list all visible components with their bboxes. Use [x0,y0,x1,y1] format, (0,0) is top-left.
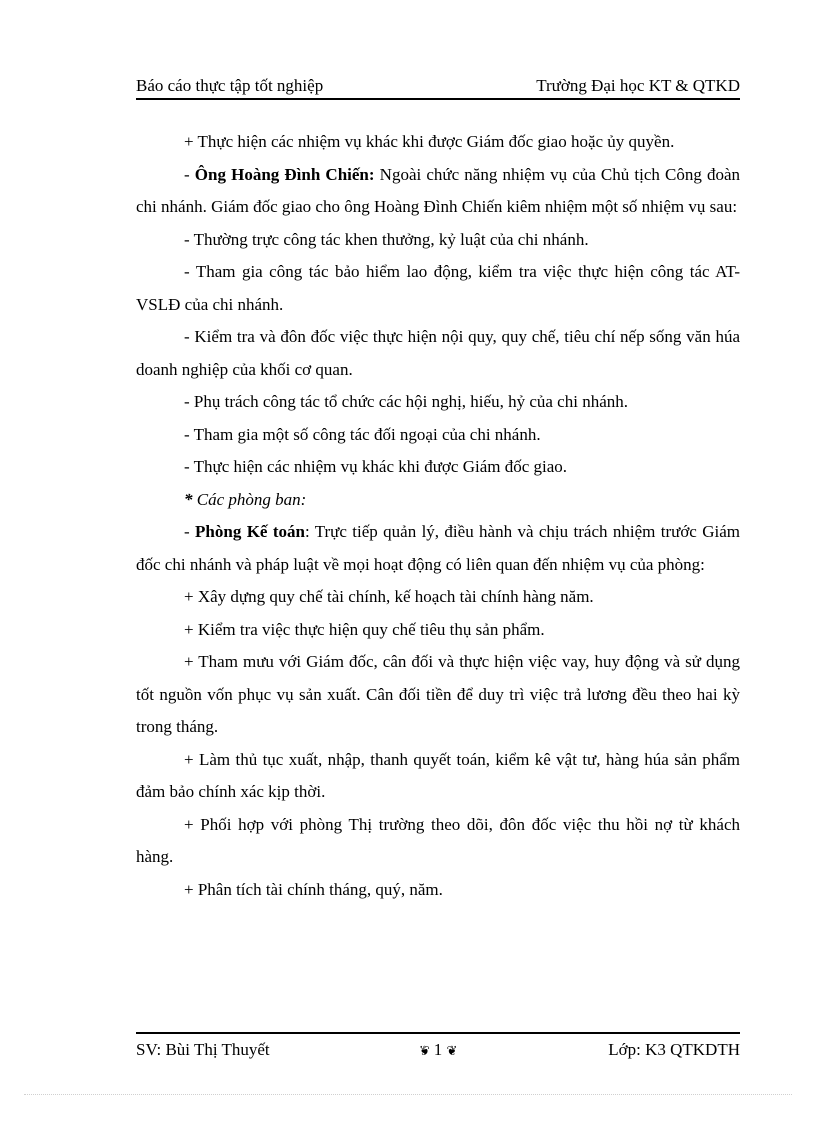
body-paragraph [136,874,740,907]
body-paragraph [136,581,740,614]
curl-ornament-icon: ❦ [418,1044,430,1059]
text-run: Ông Hoàng Đình Chiến: [194,164,375,184]
text-run: Các phòng ban: [196,489,307,509]
body-paragraph [136,224,740,257]
text-run: Phòng Kế toán [195,522,305,541]
text-run: + Tham mưu với Giám đốc, cân đối và thực hiện việc vay, huy động và sử dụng tốt nguồn vốn phục vụ sản xuất. Cân đối tiền để duy trì việc trả lương đều theo hai kỳ trong tháng. [136,652,740,736]
text-run: - Thực hiện các nhiệm vụ khác khi được Giám đốc giao. [184,457,568,476]
text-run: - Phụ trách công tác tổ chức các hội nghị, hiếu, hỷ của chi nhánh. [184,392,628,411]
body-paragraph [136,809,740,874]
text-run: * [184,489,197,509]
body-paragraph [136,386,740,419]
text-run: + Phối hợp với phòng Thị trường theo dõi, đôn đốc việc thu hồi nợ từ khách hàng. [136,814,740,866]
text-run: - [184,164,195,184]
text-run: + Thực hiện các nhiệm vụ khác khi được Giám đốc giao hoặc ủy quyền. [184,132,675,151]
text-run: + Phân tích tài chính tháng, quý, năm. [184,879,443,899]
text-run: - Tham gia một số công tác đối ngoại của chi nhánh. [184,424,541,444]
text-run: Ngoài chức năng nhiệm vụ của Chủ tịch Công đoàn chi nhánh. Giám đốc giao cho ông Hoàng Đình Chiến kiêm nhiệm một số nhiệm vụ sau: [136,164,740,216]
page-edge-divider [24,1094,792,1095]
body-paragraph [136,744,740,809]
page-header [136,76,740,100]
header-left-text: Báo cáo thực tập tốt nghiệp [136,76,324,95]
body-paragraph [136,646,740,744]
body-paragraph [136,516,740,581]
body-paragraph [136,159,740,224]
page-footer [136,1032,740,1064]
body-paragraph [136,126,740,159]
body-paragraph [136,419,740,452]
body-paragraph [136,321,740,386]
body-paragraph [136,484,740,517]
body-paragraph [136,451,740,484]
page-number-value: 1 [433,1040,443,1059]
document-body [136,126,740,906]
header-right-text: Trường Đại học KT & QTKD [536,76,740,95]
text-run: + Kiểm tra việc thực hiện quy chế tiêu thụ sản phẩm. [184,619,545,639]
text-run: + Làm thủ tục xuất, nhập, thanh quyết toán, kiểm kê vật tư, hàng húa sản phẩm đảm bảo chính xác kịp thời. [136,749,740,801]
text-run: - [184,522,196,541]
footer-class-name: Lớp: K3 QTKDTH [608,1040,740,1059]
text-run: - Thường trực công tác khen thưởng, kỷ luật của chi nhánh. [184,229,589,249]
footer-student-name: SV: Bùi Thị Thuyết [136,1040,270,1059]
curl-ornament-icon: ❦ [446,1044,458,1059]
body-paragraph [136,256,740,321]
text-run: - Tham gia công tác bảo hiểm lao động, kiểm tra việc thực hiện công tác AT- VSLĐ của chi nhánh. [136,262,740,314]
text-run: - Kiểm tra và đôn đốc việc thực hiện nội quy, quy chế, tiêu chí nếp sống văn húa doanh nghiệp của khối cơ quan. [136,327,740,379]
text-run: + Xây dựng quy chế tài chính, kế hoạch tài chính hàng năm. [184,587,594,606]
body-paragraph [136,614,740,647]
text-run: : Trực tiếp quản lý, điều hành và chịu trách nhiệm trước Giám đốc chi nhánh và pháp luật về mọi hoạt động có liên quan đến nhiệm vụ của phòng: [136,522,740,574]
